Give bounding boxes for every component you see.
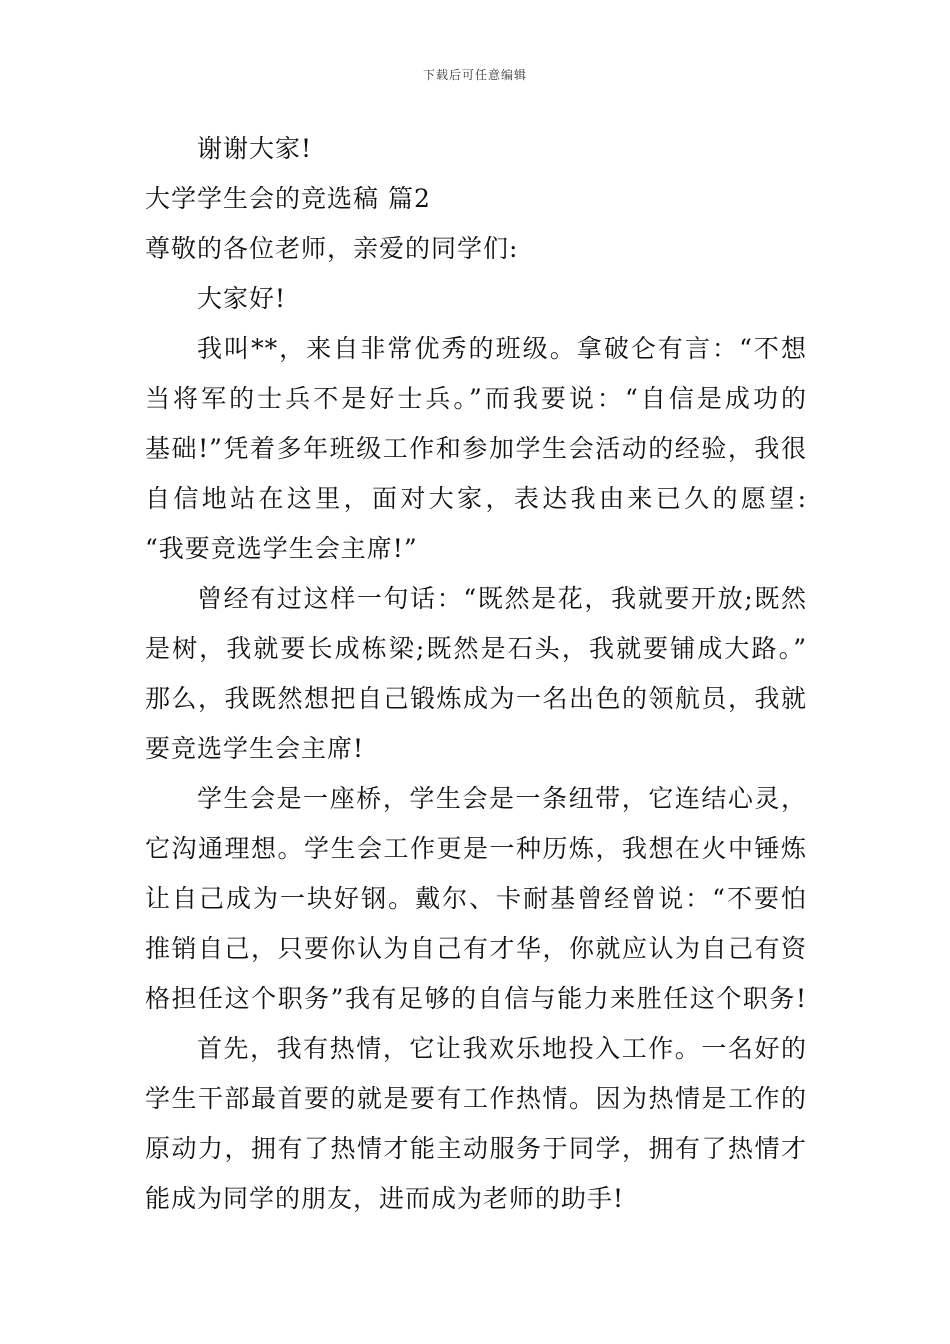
document-body [145, 124, 807, 1224]
text-line: 当将军的士兵不是好士兵。”而我要说：“自信是成功的 [145, 384, 807, 413]
text-line: 要竞选学生会主席! [145, 734, 365, 763]
text-line: 基础!”凭着多年班级工作和参加学生会活动的经验，我很 [145, 434, 807, 463]
text-line: 我叫**，来自非常优秀的班级。拿破仑有言：“不想 [197, 334, 807, 363]
page-header-note: 下载后可任意编辑 [422, 68, 527, 82]
text-line: 首先，我有热情，它让我欢乐地投入工作。一名好的 [197, 1034, 807, 1063]
text-line: 格担任这个职务”我有足够的自信与能力来胜任这个职务! [145, 984, 807, 1013]
text-line: 让自己成为一块好钢。戴尔、卡耐基曾经曾说：“不要怕 [145, 884, 807, 913]
text-line: 大学学生会的竞选稿 篇2 [145, 184, 431, 213]
text-line: 学生会是一座桥，学生会是一条纽带，它连结心灵， [197, 784, 807, 813]
text-line: 原动力，拥有了热情才能主动服务于同学，拥有了热情才 [145, 1134, 807, 1163]
text-line: 谢谢大家! [197, 134, 313, 163]
text-line: 那么，我既然想把自己锻炼成为一名出色的领航员，我就 [145, 684, 807, 713]
text-line: “我要竞选学生会主席!” [145, 534, 418, 563]
text-line: 推销自己，只要你认为自己有才华，你就应认为自己有资 [145, 934, 807, 963]
text-line: 能成为同学的朋友，进而成为老师的助手! [145, 1184, 625, 1213]
text-line: 自信地站在这里，面对大家，表达我由来已久的愿望: [145, 484, 807, 513]
text-line: 它沟通理想。学生会工作更是一种历炼，我想在火中锤炼 [145, 834, 807, 863]
text-line: 是树，我就要长成栋梁;既然是石头，我就要铺成大路。” [145, 634, 807, 663]
text-line: 曾经有过这样一句话：“既然是花，我就要开放;既然 [197, 584, 807, 613]
text-line: 尊敬的各位老师，亲爱的同学们: [145, 234, 519, 263]
text-line: 学生干部最首要的就是要有工作热情。因为热情是工作的 [145, 1084, 807, 1113]
text-line: 大家好! [197, 284, 287, 313]
